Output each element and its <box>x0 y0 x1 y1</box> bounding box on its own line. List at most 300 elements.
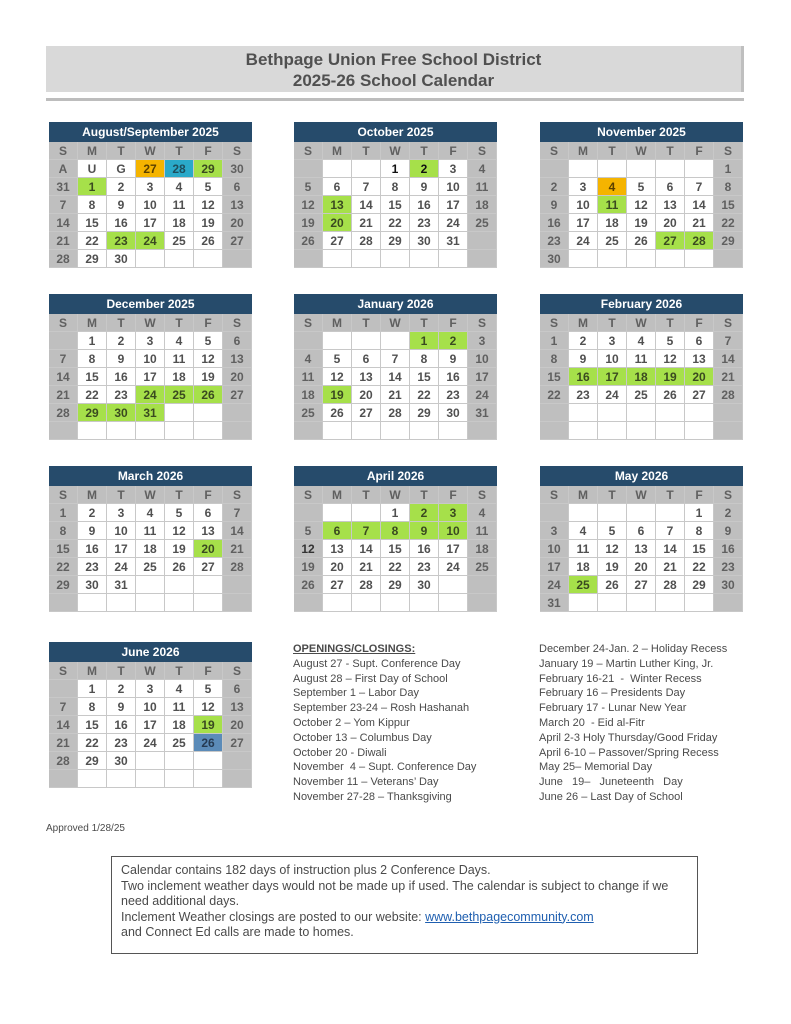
day-cell: 4 <box>136 504 165 522</box>
event-item: December 24-Jan. 2 – Holiday Recess <box>539 643 728 655</box>
day-cell <box>223 770 252 788</box>
day-cell <box>165 422 194 440</box>
event-item: August 28 – First Day of School <box>293 672 448 685</box>
day-cell: 27 <box>223 386 252 404</box>
day-cell: 4 <box>627 332 656 350</box>
day-cell <box>107 770 136 788</box>
day-cell: U <box>78 160 107 178</box>
day-cell: 14 <box>381 368 410 386</box>
day-cell <box>598 504 627 522</box>
day-cell <box>714 404 743 422</box>
event-item: September 23-24 – Rosh Hashanah <box>293 702 470 715</box>
month-days-grid <box>540 142 743 268</box>
day-cell: 6 <box>656 178 685 196</box>
day-cell: 14 <box>49 214 78 232</box>
day-cell <box>540 404 569 422</box>
day-cell: 21 <box>352 558 381 576</box>
day-cell <box>656 250 685 268</box>
day-cell: 12 <box>294 196 323 214</box>
day-cell: 1 <box>78 680 107 698</box>
day-cell <box>352 504 381 522</box>
day-cell: 15 <box>49 540 78 558</box>
day-cell <box>294 422 323 440</box>
day-cell: 11 <box>468 522 497 540</box>
weekday-header: T <box>165 314 194 332</box>
weekday-header: T <box>165 486 194 504</box>
event-item: October 20 - Diwali <box>293 746 387 759</box>
day-cell: 16 <box>439 368 468 386</box>
day-cell: 27 <box>323 232 352 250</box>
day-cell <box>627 422 656 440</box>
day-cell: 21 <box>223 540 252 558</box>
day-cell <box>439 594 468 612</box>
day-cell: 19 <box>194 368 223 386</box>
day-cell: 3 <box>136 332 165 350</box>
day-cell: 23 <box>540 232 569 250</box>
weekday-header: S <box>49 486 78 504</box>
weekday-header: S <box>49 314 78 332</box>
day-cell <box>627 250 656 268</box>
day-cell: 26 <box>627 232 656 250</box>
day-cell: 5 <box>627 178 656 196</box>
day-cell <box>194 770 223 788</box>
day-cell <box>49 594 78 612</box>
day-cell <box>439 422 468 440</box>
day-cell: 30 <box>439 404 468 422</box>
day-cell: 11 <box>165 350 194 368</box>
weekday-header: S <box>294 314 323 332</box>
day-cell: 31 <box>468 404 497 422</box>
day-cell: 26 <box>194 734 223 752</box>
weekday-header: M <box>78 662 107 680</box>
day-cell <box>165 594 194 612</box>
day-cell: 5 <box>165 504 194 522</box>
day-cell: 7 <box>685 178 714 196</box>
day-cell: 28 <box>352 232 381 250</box>
weekday-header: T <box>165 662 194 680</box>
weekday-header: T <box>107 662 136 680</box>
openings-closings-column-2 <box>539 642 727 805</box>
day-cell <box>352 332 381 350</box>
weekday-header: M <box>323 142 352 160</box>
day-cell <box>656 160 685 178</box>
day-cell: 17 <box>439 196 468 214</box>
event-item: April 6-10 – Passover/Spring Recess <box>539 746 719 759</box>
weekday-header: M <box>78 142 107 160</box>
day-cell: 13 <box>323 540 352 558</box>
day-cell: 27 <box>352 404 381 422</box>
day-cell <box>685 404 714 422</box>
day-cell <box>656 422 685 440</box>
day-cell: 2 <box>540 178 569 196</box>
day-cell: 22 <box>381 558 410 576</box>
day-cell: 11 <box>165 196 194 214</box>
day-cell: 7 <box>656 522 685 540</box>
day-cell <box>381 594 410 612</box>
month-calendar <box>540 466 743 612</box>
day-cell: 12 <box>194 698 223 716</box>
day-cell <box>223 594 252 612</box>
event-item: April 2-3 Holy Thursday/Good Friday <box>539 731 718 744</box>
day-cell: 16 <box>78 540 107 558</box>
day-cell: 2 <box>107 332 136 350</box>
weekday-header: T <box>410 314 439 332</box>
day-cell: 27 <box>685 386 714 404</box>
month-days-grid <box>294 314 497 440</box>
day-cell <box>323 422 352 440</box>
website-link[interactable]: www.bethpagecommunity.com <box>425 909 594 924</box>
day-cell: 14 <box>352 540 381 558</box>
day-cell <box>439 576 468 594</box>
day-cell <box>223 250 252 268</box>
day-cell: 22 <box>78 232 107 250</box>
day-cell: 9 <box>569 350 598 368</box>
day-cell: 27 <box>223 232 252 250</box>
day-cell <box>194 250 223 268</box>
day-cell: 4 <box>165 178 194 196</box>
notes-line-3: Inclement Weather closings are posted to our website: www.bethpagecommunity.com <box>121 909 594 924</box>
day-cell: 12 <box>294 540 323 558</box>
day-cell <box>627 504 656 522</box>
day-cell: 13 <box>656 196 685 214</box>
event-item: June 19– Juneteenth Day <box>539 776 683 789</box>
day-cell <box>468 422 497 440</box>
day-cell <box>294 250 323 268</box>
day-cell <box>540 422 569 440</box>
month-header: November 2025 <box>540 122 743 142</box>
day-cell: 1 <box>714 160 743 178</box>
weekday-header: T <box>656 486 685 504</box>
weekday-header: W <box>627 142 656 160</box>
day-cell: 31 <box>49 178 78 196</box>
day-cell: 29 <box>381 232 410 250</box>
day-cell <box>136 752 165 770</box>
day-cell: 19 <box>294 214 323 232</box>
day-cell <box>714 422 743 440</box>
weekday-header: S <box>714 486 743 504</box>
day-cell: 4 <box>598 178 627 196</box>
day-cell: 6 <box>194 504 223 522</box>
weekday-header: S <box>294 486 323 504</box>
weekday-header: W <box>136 142 165 160</box>
openings-closings-heading: OPENINGS/CLOSINGS: <box>293 643 416 655</box>
day-cell: 31 <box>439 232 468 250</box>
day-cell: 28 <box>49 752 78 770</box>
event-item: June 26 – Last Day of School <box>539 790 683 803</box>
day-cell: 10 <box>468 350 497 368</box>
day-cell: 30 <box>107 752 136 770</box>
day-cell: 20 <box>223 214 252 232</box>
day-cell <box>381 332 410 350</box>
day-cell: 7 <box>352 178 381 196</box>
day-cell <box>714 250 743 268</box>
day-cell: 1 <box>78 178 107 196</box>
day-cell: 23 <box>714 558 743 576</box>
day-cell <box>323 504 352 522</box>
day-cell <box>439 250 468 268</box>
day-cell: 1 <box>381 160 410 178</box>
day-cell <box>468 594 497 612</box>
day-cell: 15 <box>381 540 410 558</box>
month-header: March 2026 <box>49 466 252 486</box>
day-cell: 15 <box>410 368 439 386</box>
day-cell: 18 <box>569 558 598 576</box>
day-cell: 14 <box>685 196 714 214</box>
day-cell: 21 <box>352 214 381 232</box>
district-title: Bethpage Union Free School District <box>245 50 542 69</box>
day-cell: 23 <box>569 386 598 404</box>
day-cell: 2 <box>78 504 107 522</box>
day-cell <box>598 250 627 268</box>
day-cell: 24 <box>569 232 598 250</box>
day-cell: 5 <box>194 332 223 350</box>
day-cell: 28 <box>656 576 685 594</box>
day-cell: 29 <box>714 232 743 250</box>
day-cell <box>468 232 497 250</box>
day-cell <box>569 160 598 178</box>
day-cell: 2 <box>569 332 598 350</box>
day-cell <box>598 160 627 178</box>
day-cell: 23 <box>410 558 439 576</box>
day-cell: 5 <box>323 350 352 368</box>
day-cell: 29 <box>78 752 107 770</box>
event-item: September 1 – Labor Day <box>293 687 419 700</box>
day-cell: 16 <box>569 368 598 386</box>
day-cell: 19 <box>194 716 223 734</box>
day-cell: 13 <box>352 368 381 386</box>
day-cell: 28 <box>165 160 194 178</box>
title-banner <box>46 46 744 92</box>
day-cell: 12 <box>656 350 685 368</box>
day-cell <box>194 422 223 440</box>
day-cell: 20 <box>223 368 252 386</box>
day-cell: 10 <box>439 522 468 540</box>
day-cell: 29 <box>49 576 78 594</box>
day-cell: 10 <box>136 350 165 368</box>
day-cell: 29 <box>685 576 714 594</box>
weekday-header: S <box>49 662 78 680</box>
day-cell: 7 <box>49 698 78 716</box>
day-cell <box>136 594 165 612</box>
day-cell <box>223 422 252 440</box>
weekday-header: T <box>352 486 381 504</box>
day-cell: 5 <box>598 522 627 540</box>
day-cell: 13 <box>223 350 252 368</box>
day-cell: 6 <box>223 178 252 196</box>
day-cell <box>49 680 78 698</box>
day-cell <box>194 594 223 612</box>
day-cell: 8 <box>714 178 743 196</box>
calendar-title: 2025-26 School Calendar <box>292 71 495 90</box>
day-cell: 30 <box>410 576 439 594</box>
day-cell: 7 <box>381 350 410 368</box>
day-cell: 2 <box>107 680 136 698</box>
day-cell: 25 <box>468 214 497 232</box>
day-cell: 18 <box>165 716 194 734</box>
day-cell: 16 <box>107 214 136 232</box>
day-cell: 19 <box>656 368 685 386</box>
day-cell: 25 <box>627 386 656 404</box>
day-cell <box>685 594 714 612</box>
day-cell: 14 <box>352 196 381 214</box>
day-cell <box>78 594 107 612</box>
day-cell: 1 <box>78 332 107 350</box>
day-cell: 23 <box>107 386 136 404</box>
day-cell: 23 <box>439 386 468 404</box>
day-cell: 26 <box>294 576 323 594</box>
day-cell: 31 <box>107 576 136 594</box>
day-cell: 25 <box>468 558 497 576</box>
weekday-header: S <box>294 142 323 160</box>
event-item: October 13 – Columbus Day <box>293 731 432 744</box>
day-cell: 14 <box>49 716 78 734</box>
day-cell <box>540 504 569 522</box>
day-cell: 21 <box>49 232 78 250</box>
day-cell: 3 <box>540 522 569 540</box>
weekday-header: F <box>194 486 223 504</box>
day-cell: 25 <box>294 404 323 422</box>
day-cell: 29 <box>78 250 107 268</box>
day-cell: 27 <box>194 558 223 576</box>
day-cell: 10 <box>107 522 136 540</box>
day-cell <box>656 404 685 422</box>
day-cell <box>323 332 352 350</box>
day-cell: 26 <box>598 576 627 594</box>
day-cell: 2 <box>410 504 439 522</box>
notes-line-2: Two inclement weather days would not be made up if used. The calendar is subject to change if we need additional days. <box>121 878 669 908</box>
day-cell: 11 <box>598 196 627 214</box>
day-cell: 20 <box>194 540 223 558</box>
day-cell <box>136 770 165 788</box>
day-cell: 29 <box>410 404 439 422</box>
day-cell: 28 <box>381 404 410 422</box>
day-cell: 21 <box>49 734 78 752</box>
day-cell: 18 <box>468 540 497 558</box>
month-calendar <box>540 122 743 268</box>
weekday-header: T <box>598 486 627 504</box>
weekday-header: F <box>194 142 223 160</box>
day-cell: 10 <box>136 698 165 716</box>
month-days-grid <box>294 142 497 268</box>
weekday-header: S <box>223 486 252 504</box>
day-cell: 3 <box>439 160 468 178</box>
day-cell: 6 <box>323 178 352 196</box>
day-cell: 3 <box>569 178 598 196</box>
day-cell: G <box>107 160 136 178</box>
day-cell: 25 <box>165 386 194 404</box>
weekday-header: S <box>223 662 252 680</box>
day-cell <box>323 594 352 612</box>
day-cell: 28 <box>714 386 743 404</box>
day-cell: 26 <box>294 232 323 250</box>
day-cell: 22 <box>78 734 107 752</box>
openings-closings-column-1 <box>293 642 476 805</box>
day-cell <box>352 594 381 612</box>
day-cell: 21 <box>685 214 714 232</box>
day-cell: 3 <box>107 504 136 522</box>
day-cell: 24 <box>136 734 165 752</box>
day-cell: 29 <box>381 576 410 594</box>
day-cell: 4 <box>468 160 497 178</box>
notes-line-4: and Connect Ed calls are made to homes. <box>121 925 354 939</box>
day-cell: 17 <box>136 716 165 734</box>
day-cell: 9 <box>78 522 107 540</box>
day-cell <box>294 594 323 612</box>
day-cell: 2 <box>107 178 136 196</box>
day-cell: 31 <box>136 404 165 422</box>
day-cell <box>49 770 78 788</box>
day-cell: 6 <box>223 680 252 698</box>
month-header: August/September 2025 <box>49 122 252 142</box>
day-cell: 17 <box>540 558 569 576</box>
weekday-header: W <box>381 142 410 160</box>
day-cell <box>381 422 410 440</box>
day-cell <box>381 250 410 268</box>
day-cell: 12 <box>323 368 352 386</box>
day-cell: 13 <box>323 196 352 214</box>
event-item: February 16-21 - Winter Recess <box>539 672 702 685</box>
day-cell: 19 <box>294 558 323 576</box>
day-cell: 9 <box>714 522 743 540</box>
day-cell: 18 <box>165 214 194 232</box>
day-cell <box>107 422 136 440</box>
day-cell: 1 <box>381 504 410 522</box>
weekday-header: T <box>656 142 685 160</box>
day-cell: 18 <box>627 368 656 386</box>
weekday-header: W <box>627 486 656 504</box>
day-cell <box>569 404 598 422</box>
day-cell <box>165 752 194 770</box>
day-cell: 16 <box>107 368 136 386</box>
day-cell <box>410 422 439 440</box>
month-days-grid <box>49 662 252 788</box>
day-cell: 19 <box>627 214 656 232</box>
day-cell: 29 <box>194 160 223 178</box>
day-cell: 18 <box>294 386 323 404</box>
day-cell: 24 <box>468 386 497 404</box>
day-cell: 12 <box>194 196 223 214</box>
day-cell <box>569 422 598 440</box>
notes-box <box>111 856 698 954</box>
weekday-header: M <box>323 314 352 332</box>
day-cell: 30 <box>540 250 569 268</box>
day-cell: 4 <box>165 332 194 350</box>
day-cell: 14 <box>223 522 252 540</box>
day-cell: 5 <box>656 332 685 350</box>
day-cell: 8 <box>410 350 439 368</box>
day-cell: 10 <box>569 196 598 214</box>
day-cell <box>685 250 714 268</box>
day-cell: 17 <box>136 214 165 232</box>
day-cell: 6 <box>685 332 714 350</box>
day-cell: 20 <box>627 558 656 576</box>
day-cell: 4 <box>165 680 194 698</box>
day-cell: 5 <box>294 178 323 196</box>
day-cell: 26 <box>194 386 223 404</box>
day-cell: 9 <box>410 522 439 540</box>
month-days-grid <box>49 486 252 612</box>
weekday-header: S <box>223 314 252 332</box>
day-cell: 11 <box>165 698 194 716</box>
day-cell <box>78 770 107 788</box>
day-cell: 22 <box>714 214 743 232</box>
day-cell: 6 <box>352 350 381 368</box>
day-cell: 21 <box>49 386 78 404</box>
weekday-header: S <box>223 142 252 160</box>
weekday-header: M <box>569 142 598 160</box>
day-cell: 6 <box>627 522 656 540</box>
day-cell: 16 <box>410 196 439 214</box>
